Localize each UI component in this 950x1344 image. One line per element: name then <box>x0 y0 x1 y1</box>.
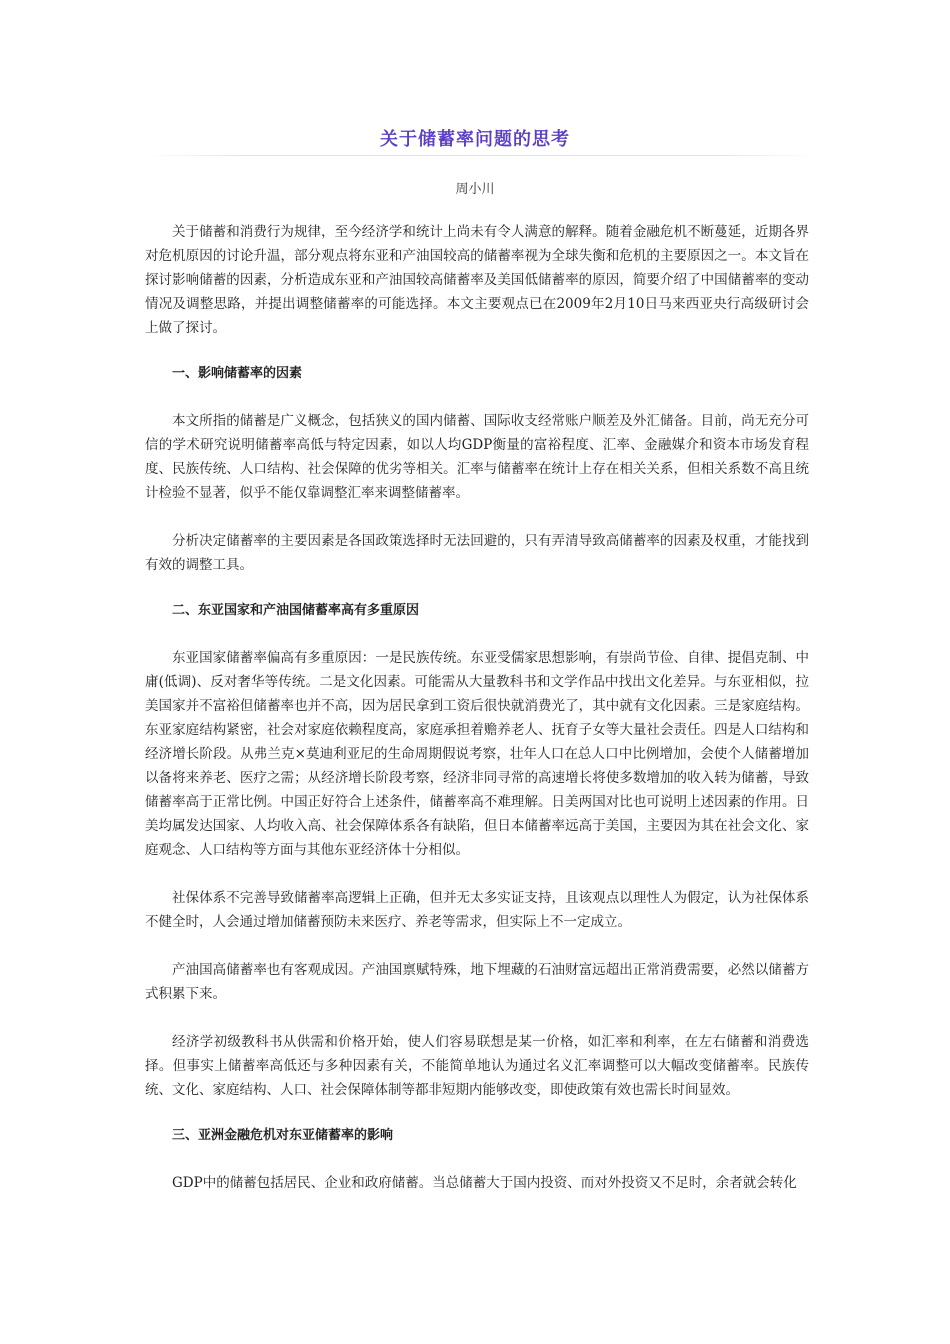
body-paragraph: 分析决定储蓄率的主要因素是各国政策选择时无法回避的，只有弄清导致高储蓄率的因素及权重，才能找到有效的调整工具。 <box>145 533 809 573</box>
document-body <box>145 220 809 1219</box>
body-paragraph: 东亚国家储蓄率偏高有多重原因：一是民族传统。东亚受儒家思想影响，有崇尚节俭、自律、提倡克制、中庸(低调)、反对奢华等传统。二是文化因素。可能需从大量教科书和文学作品中找出文化差异。与东亚相似，拉美国家并不富裕但储蓄率也并不高，因为居民拿到工资后很快就消费光了，其中就有文化因素。三是家庭结构。东亚家庭结构紧密，社会对家庭依赖程度高，家庭承担着赡养老人、抚育子女等大量社会责任。四是人口结构和经济增长阶段。从弗兰克×莫迪利亚尼的生命周期假说考察，壮年人口在总人口中比例增加，会使个人储蓄增加以备将来养老、医疗之需；从经济增长阶段考察，经济非同寻常的高速增长将使多数增加的收入转为储蓄，导致储蓄率高于正常比例。中国正好符合上述条件，储蓄率高不难理解。日美两国对比也可说明上述因素的作用。日美均属发达国家、人均收入高、社会保障体系各有缺陷，但日本储蓄率远高于美国，主要因为其在社会文化、家庭观念、人口结构等方面与其他东亚经济体十分相似。 <box>145 650 809 858</box>
section-heading: 二、东亚国家和产油国储蓄率高有多重原因 <box>172 603 420 618</box>
body-paragraph: 经济学初级教科书从供需和价格开始，使人们容易联想是某一价格，如汇率和利率，在左右储蓄和消费选择。但事实上储蓄率高低还与多种因素有关，不能简单地认为通过名义汇率调整可以大幅改变储蓄率。民族传统、文化、家庭结构、人口、社会保障体制等都非短期内能够改变，即使政策有效也需长时间显效。 <box>145 1034 809 1098</box>
section-heading: 三、亚洲金融危机对东亚储蓄率的影响 <box>172 1128 394 1143</box>
body-paragraph: GDP中的储蓄包括居民、企业和政府储蓄。当总储蓄大于国内投资、而对外投资又不足时，余者就会转化 <box>172 1175 797 1191</box>
document-author: 周小川 <box>455 182 495 197</box>
document-title: 关于储蓄率问题的思考 <box>380 129 570 150</box>
body-paragraph: 产油国高储蓄率也有客观成因。产油国禀赋特殊，地下埋藏的石油财富远超出正常消费需要，必然以储蓄方式积累下来。 <box>145 962 809 1002</box>
title-divider <box>145 155 815 156</box>
body-paragraph: 社保体系不完善导致储蓄率高逻辑上正确，但并无太多实证支持，且该观点以理性人为假定，认为社保体系不健全时，人会通过增加储蓄预防未来医疗、养老等需求，但实际上不一定成立。 <box>145 890 809 930</box>
body-paragraph: 关于储蓄和消费行为规律，至今经济学和统计上尚未有令人满意的解释。随着金融危机不断蔓延，近期各界对危机原因的讨论升温，部分观点将东亚和产油国较高的储蓄率视为全球失衡和危机的主要原因之一。本文旨在探讨影响储蓄的因素，分析造成东亚和产油国较高储蓄率及美国低储蓄率的原因，简要介绍了中国储蓄率的变动情况及调整思路，并提出调整储蓄率的可能选择。本文主要观点已在2009年2月10日马来西亚央行高级研讨会上做了探讨。 <box>145 224 809 336</box>
body-paragraph: 本文所指的储蓄是广义概念，包括狭义的国内储蓄、国际收支经常账户顺差及外汇储备。目前，尚无充分可信的学术研究说明储蓄率高低与特定因素，如以人均GDP衡量的富裕程度、汇率、金融媒介和资本市场发育程度、民族传统、人口结构、社会保障的优劣等相关。汇率与储蓄率在统计上存在相关关系，但相关系数不高且统计检验不显著，似乎不能仅靠调整汇率来调整储蓄率。 <box>145 413 809 501</box>
section-heading: 一、影响储蓄率的因素 <box>172 366 303 381</box>
